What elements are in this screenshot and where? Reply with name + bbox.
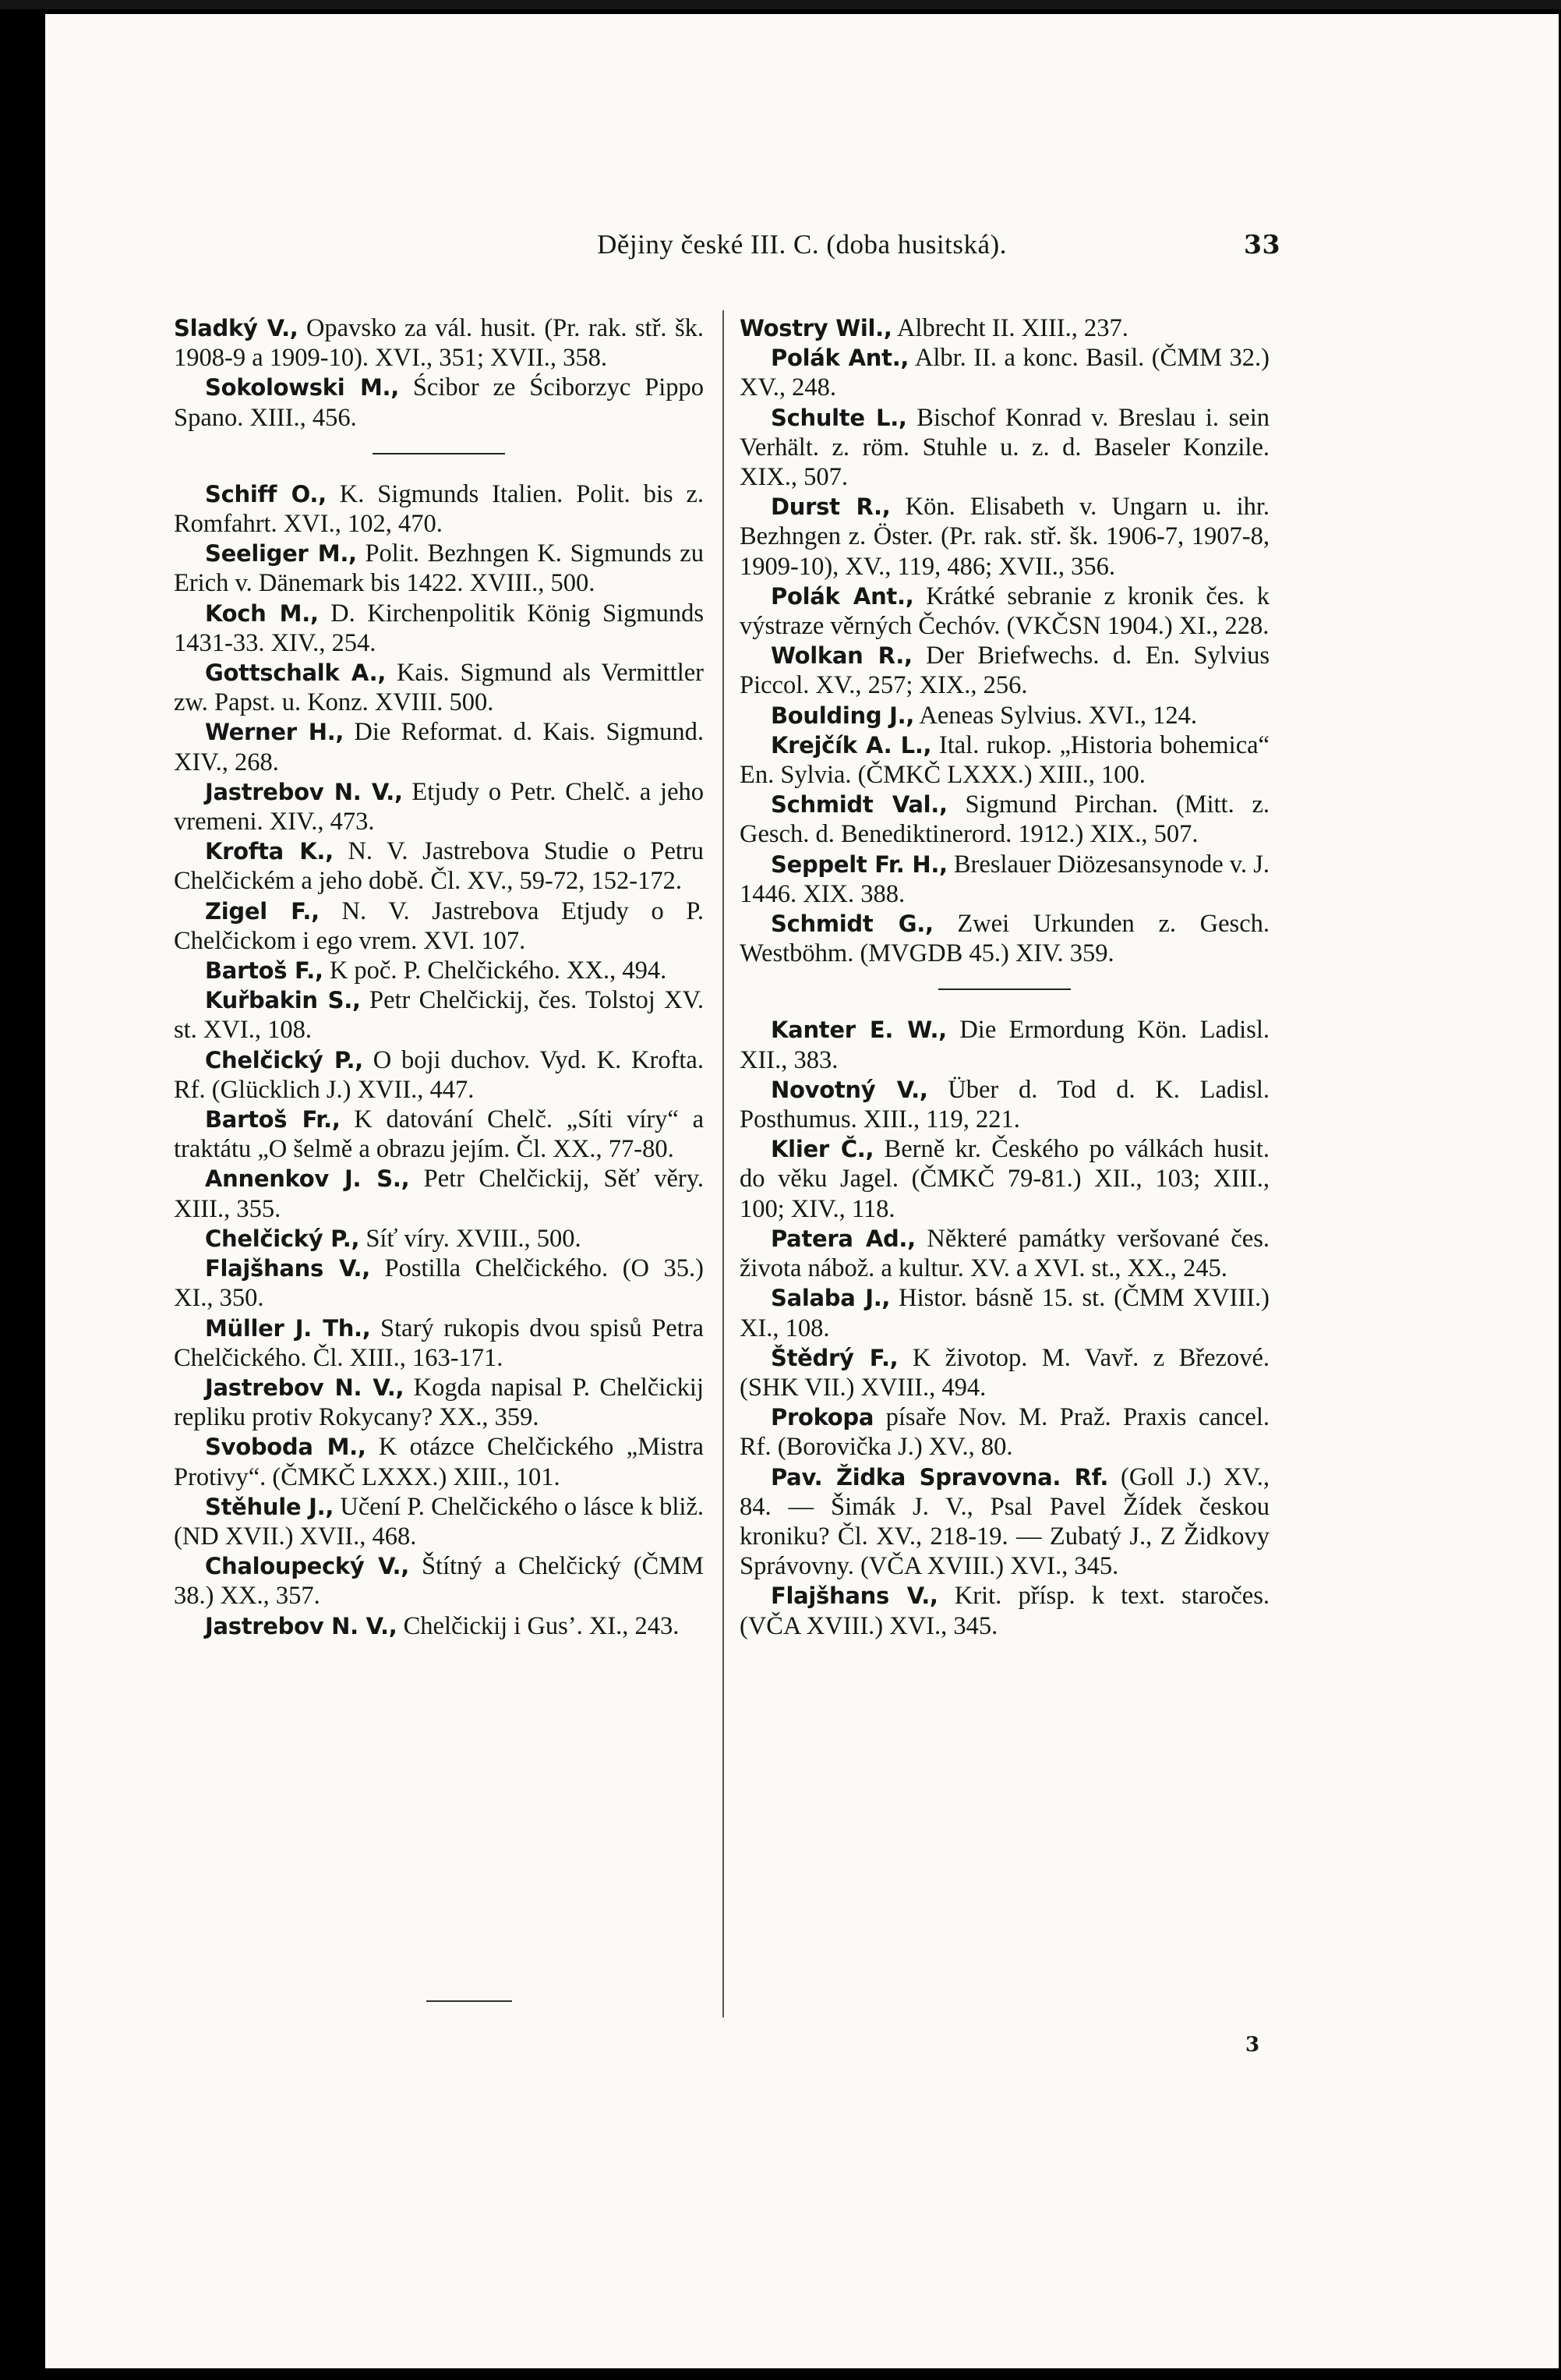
entry-text: Chelčickij i Gus’. XI., 243. (397, 1611, 680, 1640)
entry-author: Svoboda M., (205, 1434, 366, 1461)
bibliography-entry (174, 985, 704, 1045)
bibliography-entry (174, 1105, 704, 1164)
bibliography-entry (174, 1432, 704, 1491)
bibliography-entry (174, 1373, 704, 1432)
entry-author: Patera Ad., (771, 1225, 916, 1252)
entry-author: Chaloupecký V., (205, 1553, 409, 1580)
entry-author: Chelčický P., (205, 1046, 363, 1073)
bibliography-entry (740, 313, 1270, 343)
column-end-rule (426, 2000, 512, 2002)
entry-author: Chelčický P., (205, 1225, 360, 1252)
entry-text: Polit. Bezhngen K. Sigmunds zu Erich v. Dänemark bis 1422. XVIII., 500. (174, 539, 704, 598)
bibliography-entry (740, 1075, 1270, 1134)
entry-text: Ital. rukop. „Historia bohemica“ En. Sylvia. (ČMKČ LXXX.) XIII., 100. (740, 730, 1270, 790)
entry-text: K poč. P. Chelčického. XX., 494. (323, 957, 667, 985)
entry-text: Starý rukopis dvou spisů Petra Chelčického. Čl. XIII., 163-171. (174, 1314, 704, 1372)
entry-author: Flajšhans V., (205, 1255, 370, 1282)
bibliography-entry (740, 641, 1270, 700)
bibliography-entry (740, 1462, 1270, 1582)
entry-text: Etjudy o Petr. Chelč. a jeho vremeni. XIV., 473. (174, 777, 704, 836)
entry-text: písaře Nov. M. Praž. Praxis cancel. Rf. (Borovička J.) XV., 80. (740, 1403, 1270, 1462)
running-head-title: Dějiny české III. C. (doba husitská). (597, 229, 1007, 260)
entry-text: Über d. Tod d. K. Ladisl. Posthumus. XIII., 119, 221. (740, 1075, 1270, 1134)
entry-text: Albr. II. a konc. Basil. (ČMM 32.) XV., 248. (740, 344, 1270, 402)
bibliography-entry (740, 1015, 1270, 1074)
entry-text: Síť víry. XVIII., 500. (359, 1224, 581, 1253)
right-column (740, 313, 1270, 1641)
entry-text: Krátké sebranie z kronik čes. k výstraze věrných Čechóv. (VKČSN 1904.) XI., 228. (740, 582, 1270, 641)
bibliography-entry (740, 1134, 1270, 1224)
bibliography-entry (740, 1283, 1270, 1342)
entry-author: Schmidt Val., (771, 791, 948, 819)
entry-author: Flajšhans V., (771, 1583, 938, 1610)
entry-author: Pav. Židka Spravovna. Rf. (771, 1463, 1109, 1491)
bibliography-entry (740, 790, 1270, 849)
bibliography-entry (740, 403, 1270, 493)
bibliography-entry (740, 850, 1270, 909)
bibliography-entry (174, 1492, 704, 1551)
entry-text: Některé památky veršované čes. života nábož. a kultur. XV. a XVI. st., XX., 245. (740, 1224, 1270, 1283)
entry-text: Kön. Elisabeth v. Ungarn u. ihr. Bezhngen z. Öster. (Pr. rak. stř. šk. 1906-7, 1907-8, 1909-10), XV., 119, 486; XVII., 356. (740, 493, 1270, 581)
bibliography-entry (740, 582, 1270, 641)
entry-text: Učení P. Chelčického o lásce k bliž. (ND XVII.) XVII., 468. (174, 1492, 704, 1551)
entry-text: O boji duchov. Vyd. K. Krofta. Rf. (Glücklich J.) XVII., 447. (174, 1045, 704, 1104)
entry-author: Seppelt Fr. H., (771, 851, 948, 878)
entry-author: Kanter E. W., (771, 1017, 947, 1044)
bibliography-entry (740, 730, 1270, 790)
bibliography-entry (740, 343, 1270, 402)
entry-text: K otázce Chelčického „Mistra Protivy“. (ČMKČ LXXX.) XIII., 101. (174, 1433, 704, 1491)
bibliography-entry (174, 479, 704, 539)
bibliography-entry (174, 658, 704, 717)
entry-author: Annenkov J. S., (205, 1165, 410, 1193)
entry-author: Durst R., (771, 493, 891, 521)
entry-author: Koch M., (205, 599, 319, 627)
entry-author: Novotný V., (771, 1076, 928, 1103)
entry-text: Sigmund Pirchan. (Mitt. z. Gesch. d. Benediktinerord. 1912.) XIX., 507. (740, 790, 1270, 849)
bibliography-entry (174, 1164, 704, 1223)
bibliography-entry (740, 701, 1270, 730)
entry-author: Jastrebov N. V., (205, 778, 403, 805)
left-column (174, 313, 704, 1641)
bibliography-entry (740, 1343, 1270, 1402)
bibliography-entry (740, 909, 1270, 968)
entry-author: Wolkan R., (771, 642, 913, 670)
bibliography-entry (174, 956, 704, 985)
entry-author: Werner H., (205, 719, 344, 746)
bibliography-entry (174, 1551, 704, 1611)
entry-text: Petr Chelčickij, čes. Tolstoj XV. st. XVI., 108. (174, 986, 704, 1045)
entry-text: Albrecht II. XIII., 237. (892, 314, 1128, 342)
entry-text: D. Kirchenpolitik König Sigmunds 1431-33. XIV., 254. (174, 599, 705, 657)
entry-author: Bartoš F., (205, 957, 323, 985)
entry-text: Petr Chelčickij, Sěť věry. XIII., 355. (174, 1165, 704, 1223)
entry-author: Kuřbakin S., (205, 987, 361, 1014)
entry-author: Schmidt G., (771, 911, 934, 938)
entry-text: N. V. Jastrebova Studie o Petru Chelčickém a jeho době. Čl. XV., 59-72, 152-172. (174, 837, 704, 896)
entry-author: Stěhule J., (205, 1493, 334, 1520)
entry-author: Jastrebov N. V., (205, 1612, 397, 1639)
entry-author: Seeliger M., (205, 540, 357, 568)
entry-author: Krejčík A. L., (771, 731, 932, 759)
entry-author: Polák Ant., (771, 582, 914, 610)
entry-text: Breslauer Diözesansynode v. J. 1446. XIX. 388. (740, 850, 1270, 908)
section-separator (373, 453, 505, 454)
entry-author: Prokopa (771, 1404, 874, 1431)
entry-text: Štítný a Chelčický (ČMM 38.) XX., 357. (174, 1552, 704, 1611)
bibliography-entry (174, 599, 704, 658)
entry-author: Salaba J., (771, 1285, 891, 1312)
bibliography-entry (174, 1224, 704, 1254)
entry-text: Krit. přísp. k text. staročes. (VČA XVIII.) XVI., 345. (740, 1582, 1270, 1640)
section-separator (938, 988, 1071, 990)
entry-text: Opavsko za vál. husit. (Pr. rak. stř. šk. 1908-9 a 1909-10). XVI., 351; XVII., 358. (174, 314, 704, 373)
entry-author: Wostry Wil., (740, 315, 892, 341)
entry-author: Štědrý F., (771, 1344, 899, 1371)
bibliography-entry (174, 777, 704, 836)
entry-author: Müller J. Th., (205, 1314, 371, 1342)
bibliography-entry (740, 1402, 1270, 1462)
entry-text: Kais. Sigmund als Vermittler zw. Papst. u. Konz. XVIII. 500. (174, 659, 705, 717)
bibliography-entry (740, 1581, 1270, 1640)
entry-text: K datování Chelč. „Síti víry“ a traktátu „O šelmě a obrazu jejím. Čl. XX., 77-80. (174, 1105, 704, 1164)
book-page (45, 14, 1559, 2368)
bibliography-entry (174, 836, 704, 896)
entry-author: Schulte L., (771, 404, 907, 431)
entry-text: Berně kr. Českého po válkách husit. do věku Jagel. (ČMKČ 79-81.) XII., 103; XIII., 100; XIV., 118. (740, 1135, 1270, 1223)
bibliography-entry (174, 896, 704, 956)
entry-text: Bischof Konrad v. Breslau i. sein Verhält. z. röm. Stuhle u. z. d. Baseler Konzile. XIX., 507. (740, 403, 1270, 492)
bibliography-entry (174, 1254, 704, 1313)
bibliography-entry (174, 313, 704, 373)
entry-text: Aeneas Sylvius. XVI., 124. (914, 701, 1197, 730)
entry-text: Postilla Chelčického. (O 35.) XI., 350. (174, 1254, 704, 1313)
entry-text: Die Ermordung Kön. Ladisl. XII., 383. (740, 1016, 1270, 1074)
bibliography-entry (174, 717, 704, 776)
entry-text: Der Briefwechs. d. En. Sylvius Piccol. XV., 257; XIX., 256. (740, 642, 1270, 700)
entry-author: Gottschalk A., (205, 660, 387, 687)
entry-author: Bartoš Fr., (205, 1106, 341, 1133)
scan-border (0, 0, 1561, 9)
entry-text: Kogda napisal P. Chelčickij repliku protiv Rokycany? XX., 359. (174, 1373, 704, 1432)
entry-author: Klier Č., (771, 1136, 874, 1163)
entry-author: Sladký V., (174, 315, 298, 341)
entry-text: K životop. M. Vavř. z Březové. (SHK VII.) XVIII., 494. (740, 1343, 1270, 1402)
bibliography-entry (174, 373, 704, 432)
entry-author: Boulding J., (771, 702, 915, 729)
entry-text: K. Sigmunds Italien. Polit. bis z. Romfahrt. XVI., 102, 470. (174, 479, 705, 539)
bibliography-entry (174, 1045, 704, 1105)
entry-author: Sokolowski M., (205, 374, 399, 401)
entry-text: Histor. básně 15. st. (ČMM XVIII.) XI., 108. (740, 1284, 1270, 1342)
entry-author: Zigel F., (205, 897, 320, 925)
entry-text: Ścibor ze Ściborzyc Pippo Spano. XIII., 456. (174, 373, 704, 432)
entry-text: (Goll J.) XV., 84. — Šimák J. V., Psal Pavel Žídek českou kroniku? Čl. XV., 218-19. — Zubatý J., Z Židkovy Správovny. (VČA XVIII.) XVI., 345. (740, 1462, 1270, 1581)
entry-text: Zwei Urkunden z. Gesch. Westböhm. (MVGDB 45.) XIV. 359. (740, 910, 1270, 968)
bibliography-entry (174, 1314, 704, 1373)
entry-author: Polák Ant., (771, 345, 909, 372)
bibliography-entry (174, 539, 704, 598)
entry-author: Schiff O., (205, 480, 327, 507)
entry-text: N. V. Jastrebova Etjudy o P. Chelčickom i ego vrem. XVI. 107. (174, 896, 704, 955)
entry-author: Jastrebov N. V., (205, 1374, 404, 1401)
entry-text: Die Reformat. d. Kais. Sigmund. XIV., 268. (174, 718, 704, 776)
page-number: 33 (1244, 229, 1280, 260)
bibliography-entry (740, 1224, 1270, 1283)
bibliography-entry (740, 492, 1270, 582)
entry-author: Krofta K., (205, 838, 334, 865)
signature-mark: 3 (1245, 2033, 1260, 2056)
running-head (45, 229, 1559, 276)
bibliography-entry (174, 1611, 704, 1641)
column-divider (722, 310, 724, 2018)
